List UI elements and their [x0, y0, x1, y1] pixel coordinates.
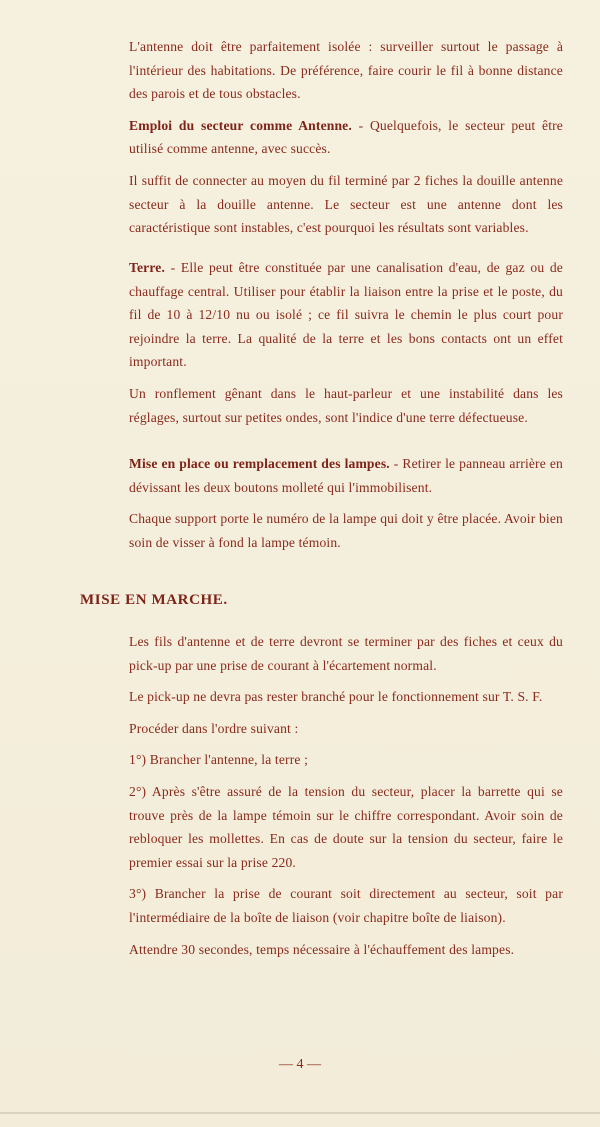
paragraph-text: 1°) Brancher l'antenne, la terre ;	[129, 752, 309, 768]
paragraph	[129, 256, 563, 374]
paragraph	[129, 938, 563, 962]
paragraph-text: L'antenne doit être parfaitement isolée : surveiller surtout le passage à l'intérieur des habitations. De préférence, faire courir le fil à bonne distance des parois et de tous obstacles.	[129, 39, 563, 102]
paragraph-text: 3°) Brancher la prise de courant soit directement au secteur, soit par l'intermédiaire de la boîte de liaison (voir chapitre boîte de liaison).	[129, 886, 563, 925]
paragraph-gap	[129, 161, 563, 169]
paragraph-text: - Retirer le panneau arrière en dévissant les deux boutons molleté qui l'immobilisent.	[129, 456, 563, 495]
paragraph-heading: Emploi du secteur comme Antenne.	[129, 117, 352, 133]
startup-section	[129, 630, 563, 961]
paragraph-text: Le pick-up ne devra pas rester branché pour le fonctionnement sur T. S. F.	[129, 689, 543, 705]
paragraph	[129, 748, 563, 772]
paragraph	[129, 685, 563, 709]
paragraph-gap	[129, 709, 563, 717]
paragraph-gap	[129, 499, 563, 507]
paragraph	[129, 882, 563, 929]
paragraph-gap	[129, 106, 563, 114]
section-title: MISE EN MARCHE.	[80, 592, 228, 608]
paragraph	[129, 35, 563, 106]
paragraph-text: 2°) Après s'être assuré de la tension du secteur, placer la barrette qui se trouve près de la lampe témoin sur le chiffre correspondant. Avoir soin de rebloquer les mollettes. En cas de doute sur la tension du secteur, faire le premier essai sur la prise 220.	[129, 783, 563, 870]
paragraph-gap	[129, 930, 563, 938]
page-number: — 4 —	[279, 1057, 321, 1072]
paragraph-text: Chaque support porte le numéro de la lampe qui doit y être placée. Avoir bien soin de visser à fond la lampe témoin.	[129, 511, 563, 550]
paragraph	[129, 507, 563, 554]
paragraph-heading: Terre.	[129, 260, 166, 275]
paragraph-text: Un ronflement gênant dans le haut-parleur et une instabilité dans les réglages, surtout sur petites ondes, sont l'indice d'une terre défectueuse.	[129, 385, 563, 425]
page-edge	[0, 1112, 600, 1114]
lamps-section	[129, 452, 563, 554]
ground-section	[129, 256, 563, 429]
paragraph	[129, 114, 563, 161]
paragraph	[129, 630, 563, 677]
paragraph	[129, 452, 563, 499]
paragraph-text: Attendre 30 secondes, temps nécessaire à l'échauffement des lampes.	[129, 941, 515, 957]
paragraph-text: Procéder dans l'ordre suivant :	[129, 720, 299, 736]
paragraph-text: - Elle peut être constituée par une canalisation d'eau, de gaz ou de chauffage central. Utiliser pour établir la liaison entre la prise et le poste, du fil de 10 à 12/10 nu ou isolé ; ce fil suivra le chemin le plus court pour rejoindre la terre. La qualité de la terre et les bons contacts ont un effet important.	[129, 260, 563, 370]
paragraph-gap	[129, 874, 563, 882]
paragraph-text: - Quelquefois, le secteur peut être utilisé comme antenne, avec succès.	[129, 117, 563, 157]
paragraph-text: Il suffit de connecter au moyen du fil terminé par 2 fiches la douille antenne secteur à la douille antenne. Le secteur est une antenne dont les caractéristique sont instables, c'est pourquoi les résultats sont variables.	[129, 172, 563, 236]
antenna-section	[129, 35, 563, 240]
paragraph	[129, 717, 563, 741]
paragraph	[129, 169, 563, 240]
paragraph-gap	[129, 677, 563, 685]
paragraph	[129, 382, 563, 429]
paragraph-text: Les fils d'antenne et de terre devront se terminer par des fiches et ceux du pick-up par une prise de courant à l'écartement normal.	[129, 634, 563, 673]
paragraph-gap	[129, 740, 563, 748]
paragraph-gap	[129, 374, 563, 382]
paragraph-heading: Mise en place ou remplacement des lampes.	[129, 456, 390, 471]
paragraph	[129, 780, 563, 874]
paragraph-gap	[129, 772, 563, 780]
